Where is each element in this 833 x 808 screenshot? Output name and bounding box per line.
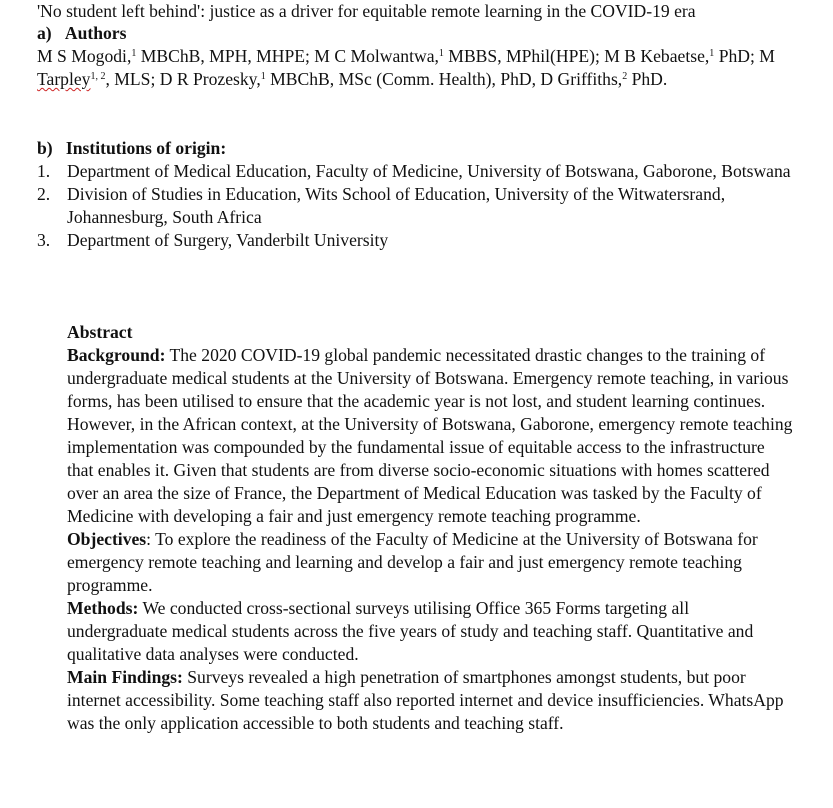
affiliation-mark: 2 xyxy=(622,71,628,82)
abstract-heading: Abstract xyxy=(67,322,133,342)
author-list xyxy=(37,45,797,91)
institutions-heading xyxy=(37,137,813,160)
author-6-degree: PhD. xyxy=(627,69,668,89)
list-number: 1. xyxy=(37,161,51,181)
authors-heading xyxy=(37,22,813,45)
author-3: MBBS, MPhil(HPE); M B Kebaetse, xyxy=(443,46,710,66)
affiliation-mark: 1 xyxy=(709,48,715,59)
list-item xyxy=(37,183,813,229)
authors-section-label: a) xyxy=(37,23,52,43)
affiliation-mark: 1, 2 xyxy=(90,71,106,82)
abstract-findings xyxy=(67,666,793,735)
institution-text: Department of Medical Education, Faculty of Medicine, University of Botswana, Gaborone, Botswana xyxy=(67,161,791,181)
author-1: M S Mogodi, xyxy=(37,46,132,66)
list-item xyxy=(37,229,813,252)
author-6: MBChB, MSc (Comm. Health), PhD, D Griffiths, xyxy=(265,69,623,89)
objectives-label: Objectives xyxy=(67,529,147,549)
paper-title: 'No student left behind': justice as a driver for equitable remote learning in the COVID-19 era xyxy=(37,1,696,21)
abstract-methods xyxy=(67,597,793,666)
findings-text: Surveys revealed a high penetration of smartphones amongst students, but poor internet accessibility. Some teaching staff also reported internet and device insufficiencies. WhatsApp was the only application accessible to both students and teaching staff. xyxy=(67,667,784,733)
affiliation-mark: 1 xyxy=(260,71,266,82)
affiliation-mark: 1 xyxy=(438,48,444,59)
methods-text: We conducted cross-sectional surveys utilising Office 365 Forms targeting all undergraduate medical students across the five years of study and teaching staff. Quantitative and qualitative data analyses were conducted. xyxy=(67,598,754,664)
institution-text: Department of Surgery, Vanderbilt University xyxy=(67,230,389,250)
abstract-background xyxy=(67,344,793,528)
methods-label: Methods: xyxy=(67,598,139,618)
author-5: , MLS; D R Prozesky, xyxy=(105,69,261,89)
affiliation-mark: 1 xyxy=(131,48,137,59)
institution-list xyxy=(37,160,813,252)
author-4-name-spellcheck[interactable]: Tarpley xyxy=(37,69,91,89)
authors-heading-text: Authors xyxy=(64,23,127,43)
institutions-section-label: b) xyxy=(37,138,53,158)
author-2: MBChB, MPH, MHPE; M C Molwantwa, xyxy=(136,46,439,66)
abstract-section xyxy=(67,321,793,735)
findings-label: Main Findings: xyxy=(67,667,183,687)
list-number: 3. xyxy=(37,230,51,250)
list-item xyxy=(37,160,813,183)
abstract-objectives xyxy=(67,528,793,597)
institution-text: Division of Studies in Education, Wits School of Education, University of the Witwatersrand, Johannesburg, South Africa xyxy=(67,184,726,227)
objectives-text: : To explore the readiness of the Faculty of Medicine at the University of Botswana for emergency remote teaching and learning and develop a fair and just emergency remote teaching programme. xyxy=(67,529,758,595)
background-label: Background: xyxy=(67,345,166,365)
background-text: The 2020 COVID-19 global pandemic necessitated drastic changes to the training of undergraduate medical students at the University of Botswana. Emergency remote teaching, in various forms, has been utilised to ensure that the academic year is not lost, and student learning continues. However, in the African context, at the University of Botswana, Gaborone, emergency remote teaching implementation was compounded by the fundamental issue of equitable access to the infrastructure that enables it. Given that students are from diverse socio-economic situations with homes scattered over an area the size of France, the Department of Medical Education was tasked by the Faculty of Medicine with developing a fair and just emergency remote teaching programme. xyxy=(67,345,793,526)
institutions-heading-text: Institutions of origin: xyxy=(65,138,227,158)
author-4-prefix: PhD; M xyxy=(714,46,775,66)
list-number: 2. xyxy=(37,184,51,204)
